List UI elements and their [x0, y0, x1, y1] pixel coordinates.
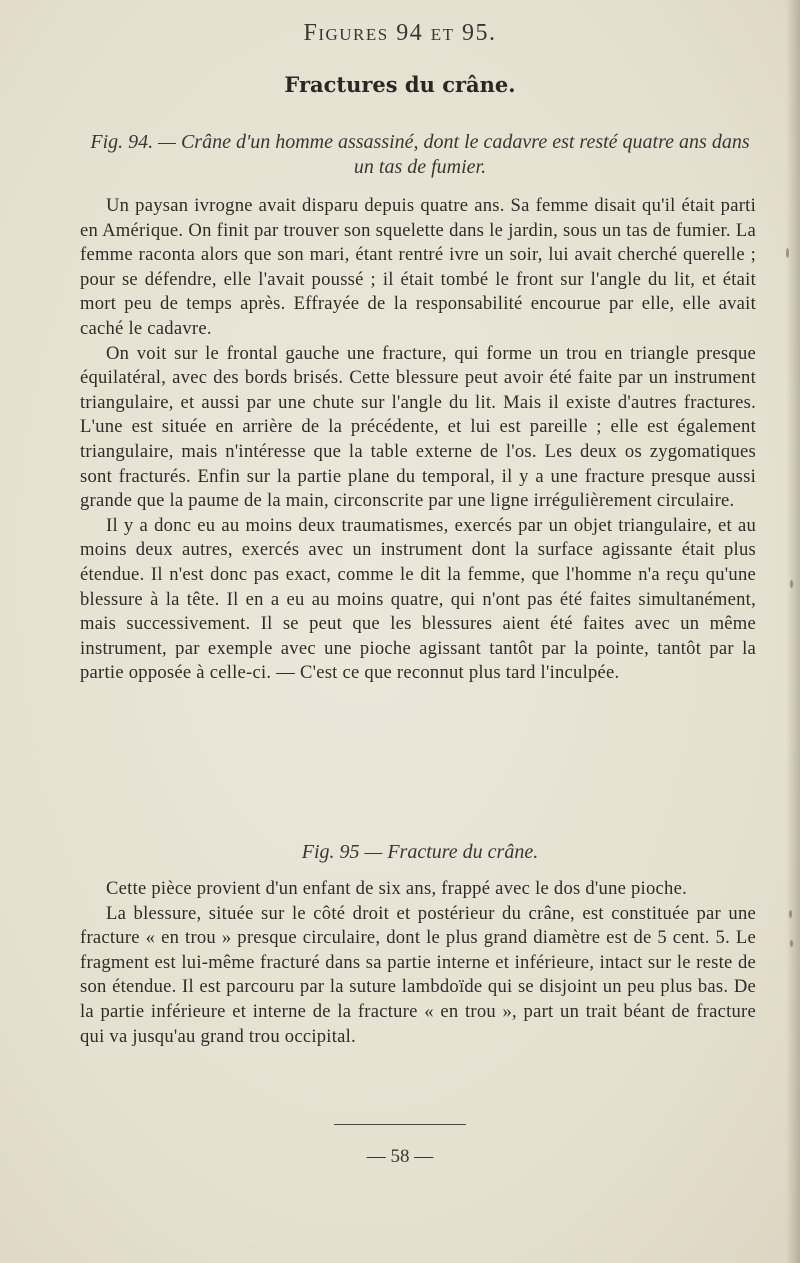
figure-94-caption: [80, 130, 760, 180]
page-number: — 58 —: [366, 1146, 434, 1167]
paragraph: On voit sur le frontal gauche une fracture, qui forme un trou en triangle presque équilatéral, avec des bords brisés. Cette blessure peut avoir été faite par un instrument triangulaire, et aussi par une chute sur l'angle du lit. Mais il existe d'autres fractures. L'une est située en arrière de la précédente, et lui est pareille ; elle est également triangulaire, mais n'intéresse que la table externe de l'os. Les deux os zygomatiques sont fracturés. Enfin sur la partie plane du temporal, il y a une fracture presque aussi grande que la paume de la main, circonscrite par une ligne irrégulièrement circulaire.: [80, 342, 756, 512]
paper-speck: [790, 580, 793, 588]
page-title: Fractures du crâne.: [284, 72, 516, 97]
paper-speck: [789, 910, 792, 918]
paragraph: Un paysan ivrogne avait disparu depuis quatre ans. Sa femme disait qu'il était parti en Amérique. On finit par trouver son squelette dans le jardin, sous un tas de fumier. La femme raconta alors que son mari, étant rentré ivre un soir, lui avait cherché querelle ; pour se défendre, elle l'avait poussé ; il était tombé le front sur l'angle du lit, et était mort peu de temps après. Effrayée de la responsabilité encourue par elle, elle avait caché le cadavre.: [80, 195, 756, 339]
footer-rule: [334, 1124, 466, 1125]
figure-94-caption-text: — Crâne d'un homme assassiné, dont le cadavre est resté quatre ans dans un tas de fumier.: [153, 131, 750, 178]
figure-94-label: Fig. 94.: [90, 131, 154, 153]
paragraph: Cette pièce provient d'un enfant de six ans, frappé avec le dos d'une pioche.: [106, 878, 687, 899]
paragraph: La blessure, située sur le côté droit et postérieur du crâne, est constituée par une fracture « en trou » presque circulaire, dont le plus grand diamètre est de 5 cent. 5. Le fragment est lui-même fracturé dans sa partie interne et inférieure, intact sur le reste de son étendue. Il est parcouru par la suture lambdoïde qui se disjoint un peu plus bas. De la partie inférieure et interne de la fracture « en trou », part un trait béant de fracture qui va jusqu'au grand trou occipital.: [80, 902, 756, 1047]
figure-94-text: [80, 194, 756, 686]
paper-speck: [790, 940, 793, 947]
figure-95-text: [80, 877, 756, 1049]
paper-speck: [786, 248, 789, 258]
page-edge-shadow: [786, 0, 800, 1263]
figure-95-label: Fig. 95: [301, 841, 360, 863]
figure-95-caption: [80, 840, 760, 865]
running-head: Figures 94 et 95.: [303, 20, 497, 46]
paragraph: Il y a donc eu au moins deux traumatismes, exercés par un objet triangulaire, et au moins deux autres, exercés avec un instrument dont la surface agissante était plus étendue. Il n'est donc pas exact, comme le dit la femme, que l'homme n'a reçu qu'une blessure à la tête. Il en a eu au moins quatre, qui n'ont pas été faites simultanément, mais successivement. Il se peut que les blessures aient été faites avec un même instrument, par exemple avec une pioche agissant tantôt par la pointe, tantôt par la partie opposée à celle-ci. — C'est ce que reconnut plus tard l'inculpée.: [80, 514, 756, 684]
figure-95-caption-text: — Fracture du crâne.: [359, 841, 539, 863]
